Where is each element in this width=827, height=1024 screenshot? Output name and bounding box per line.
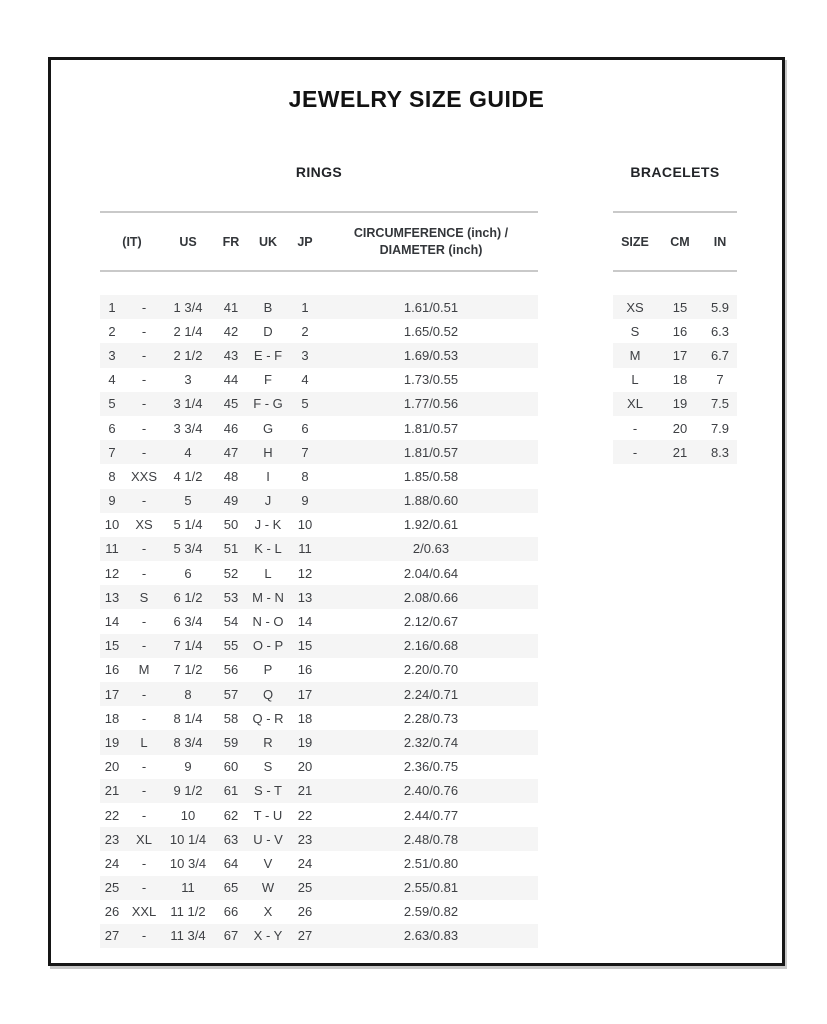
bracelet-in-cell: 8.3 xyxy=(710,444,730,460)
bracelet-in-cell: 6.7 xyxy=(710,347,730,363)
ring-jp-cell: 21 xyxy=(297,783,313,799)
ring-circumference-cell: 2.59/0.82 xyxy=(403,904,459,920)
ring-row xyxy=(100,489,538,513)
ring-row xyxy=(100,392,538,416)
ring-circumference-cell: 1.88/0.60 xyxy=(403,493,459,509)
bracelet-cm-cell: 21 xyxy=(672,444,688,460)
ring-circumference-cell: 1.65/0.52 xyxy=(403,323,459,339)
bracelet-cm-cell: 17 xyxy=(672,347,688,363)
ring-us-cell: 2 1/4 xyxy=(173,323,203,339)
ring-fr-cell: 52 xyxy=(223,565,239,581)
bracelets-table-header xyxy=(613,213,737,270)
ring-it-cell: 27 xyxy=(104,928,120,944)
ring-it-cell: 24 xyxy=(104,855,120,871)
ring-fr-cell: 43 xyxy=(223,347,239,363)
ring-uk-cell: R xyxy=(263,734,273,750)
ring-row xyxy=(100,900,538,924)
ring-circumference-cell: 2.04/0.64 xyxy=(403,565,459,581)
bracelet-in-cell: 7 xyxy=(716,372,724,388)
ring-jp-cell: 5 xyxy=(301,396,309,412)
ring-us-cell: 6 1/2 xyxy=(173,589,203,605)
bracelet-size-cell: - xyxy=(632,420,638,436)
ring-uk-cell: F xyxy=(264,372,272,388)
ring-size-letter-cell: XXS xyxy=(130,468,157,484)
bracelet-size-cell: M xyxy=(629,347,641,363)
ring-size-letter-cell: - xyxy=(141,807,147,823)
ring-row xyxy=(100,803,538,827)
ring-it-cell: 8 xyxy=(108,468,116,484)
ring-size-letter-cell: - xyxy=(141,638,147,654)
rings-col-uk: UK xyxy=(258,234,278,249)
ring-circumference-cell: 1.77/0.56 xyxy=(403,396,459,412)
ring-us-cell: 10 3/4 xyxy=(169,855,207,871)
ring-fr-cell: 42 xyxy=(223,323,239,339)
ring-uk-cell: S - T xyxy=(254,783,282,799)
ring-fr-cell: 50 xyxy=(223,517,239,533)
ring-circumference-cell: 2.48/0.78 xyxy=(403,831,459,847)
page-title: JEWELRY SIZE GUIDE xyxy=(288,86,545,112)
bracelet-in-cell: 7.5 xyxy=(710,396,730,412)
ring-size-letter-cell: - xyxy=(141,372,147,388)
rings-table-body xyxy=(100,295,538,948)
ring-it-cell: 13 xyxy=(104,589,120,605)
ring-circumference-cell: 2.36/0.75 xyxy=(403,759,459,775)
ring-uk-cell: J xyxy=(264,493,272,509)
ring-jp-cell: 1 xyxy=(301,299,309,315)
ring-row xyxy=(100,706,538,730)
ring-jp-cell: 9 xyxy=(301,493,309,509)
ring-us-cell: 5 xyxy=(184,493,192,509)
ring-circumference-cell: 2.08/0.66 xyxy=(403,589,459,605)
ring-us-cell: 11 1/2 xyxy=(170,904,206,920)
ring-us-cell: 2 1/2 xyxy=(173,347,203,363)
bracelet-row xyxy=(613,295,737,319)
bracelet-in-cell: 6.3 xyxy=(710,323,730,339)
ring-it-cell: 10 xyxy=(104,517,120,533)
ring-size-letter-cell: - xyxy=(141,444,147,460)
ring-it-cell: 11 xyxy=(105,541,119,557)
ring-uk-cell: O - P xyxy=(252,638,284,654)
bracelet-row xyxy=(613,343,737,367)
ring-circumference-cell: 2.40/0.76 xyxy=(403,783,459,799)
ring-fr-cell: 59 xyxy=(223,734,239,750)
ring-row xyxy=(100,851,538,875)
ring-us-cell: 1 3/4 xyxy=(173,299,203,315)
ring-it-cell: 15 xyxy=(104,638,120,654)
ring-us-cell: 3 xyxy=(184,372,192,388)
ring-size-letter-cell: XXL xyxy=(131,904,157,920)
ring-circumference-cell: 1.61/0.51 xyxy=(403,299,459,315)
rings-col-circumference-line1: CIRCUMFERENCE (inch) / xyxy=(353,226,509,241)
ring-circumference-cell: 2.55/0.81 xyxy=(403,880,459,896)
ring-fr-cell: 41 xyxy=(223,299,239,315)
ring-size-letter-cell: - xyxy=(141,880,147,896)
ring-it-cell: 1 xyxy=(108,299,116,315)
ring-jp-cell: 8 xyxy=(301,468,309,484)
ring-size-letter-cell: - xyxy=(141,710,147,726)
bracelets-section xyxy=(613,60,737,963)
ring-us-cell: 6 xyxy=(184,565,192,581)
ring-it-cell: 4 xyxy=(108,372,116,388)
ring-uk-cell: Q xyxy=(262,686,274,702)
ring-size-letter-cell: - xyxy=(141,855,147,871)
ring-jp-cell: 14 xyxy=(297,614,313,630)
bracelets-col-size: SIZE xyxy=(621,234,649,249)
rings-col-us: US xyxy=(179,234,197,249)
ring-us-cell: 3 1/4 xyxy=(173,396,203,412)
ring-circumference-cell: 2.44/0.77 xyxy=(403,807,459,823)
bracelet-row xyxy=(613,440,737,464)
ring-uk-cell: T - U xyxy=(253,807,283,823)
ring-row xyxy=(100,561,538,585)
ring-uk-cell: E - F xyxy=(253,347,283,363)
ring-size-letter-cell: XS xyxy=(135,517,153,533)
bracelet-cm-cell: 19 xyxy=(672,396,688,412)
ring-circumference-cell: 1.73/0.55 xyxy=(403,372,459,388)
ring-us-cell: 8 1/4 xyxy=(173,710,203,726)
ring-fr-cell: 47 xyxy=(223,444,239,460)
bracelet-row xyxy=(613,368,737,392)
bracelet-in-cell: 5.9 xyxy=(710,299,730,315)
ring-row xyxy=(100,295,538,319)
ring-uk-cell: Q - R xyxy=(252,710,284,726)
ring-it-cell: 5 xyxy=(108,396,116,412)
ring-it-cell: 16 xyxy=(104,662,120,678)
ring-circumference-cell: 2.12/0.67 xyxy=(403,614,459,630)
ring-us-cell: 11 3/4 xyxy=(170,928,206,944)
ring-size-letter-cell: - xyxy=(141,299,147,315)
ring-fr-cell: 64 xyxy=(223,855,239,871)
ring-jp-cell: 7 xyxy=(301,444,309,460)
ring-fr-cell: 44 xyxy=(223,372,239,388)
ring-circumference-cell: 2.28/0.73 xyxy=(403,710,459,726)
ring-size-letter-cell: S xyxy=(139,589,149,605)
rings-col-fr: FR xyxy=(222,234,240,249)
ring-us-cell: 10 1/4 xyxy=(169,831,207,847)
ring-row xyxy=(100,368,538,392)
ring-uk-cell: H xyxy=(263,444,273,460)
ring-row xyxy=(100,730,538,754)
ring-uk-cell: W xyxy=(261,880,275,896)
ring-uk-cell: S xyxy=(263,759,273,775)
ring-it-cell: 6 xyxy=(108,420,116,436)
ring-fr-cell: 63 xyxy=(223,831,239,847)
ring-it-cell: 22 xyxy=(104,807,120,823)
ring-size-letter-cell: XL xyxy=(136,831,152,847)
ring-row xyxy=(100,779,538,803)
ring-circumference-cell: 2.51/0.80 xyxy=(403,855,459,871)
bracelet-row xyxy=(613,392,737,416)
ring-uk-cell: V xyxy=(263,855,273,871)
ring-size-letter-cell: - xyxy=(141,928,147,944)
ring-circumference-cell: 1.81/0.57 xyxy=(403,420,459,436)
ring-us-cell: 10 xyxy=(180,807,196,823)
ring-it-cell: 20 xyxy=(104,759,120,775)
ring-it-cell: 3 xyxy=(108,347,116,363)
ring-us-cell: 5 1/4 xyxy=(173,517,203,533)
ring-us-cell: 9 xyxy=(184,759,192,775)
ring-size-letter-cell: - xyxy=(141,541,147,557)
ring-us-cell: 9 1/2 xyxy=(173,783,203,799)
ring-fr-cell: 66 xyxy=(223,904,239,920)
ring-jp-cell: 4 xyxy=(301,372,309,388)
ring-circumference-cell: 2.20/0.70 xyxy=(403,662,459,678)
ring-fr-cell: 57 xyxy=(223,686,239,702)
bracelet-size-cell: XL xyxy=(627,396,643,412)
size-guide-card xyxy=(48,57,785,966)
ring-us-cell: 7 1/2 xyxy=(173,662,203,678)
ring-row xyxy=(100,464,538,488)
ring-uk-cell: B xyxy=(263,299,273,315)
ring-fr-cell: 51 xyxy=(223,541,239,557)
ring-row xyxy=(100,634,538,658)
rings-col-circumference-line2: DIAMETER (inch) xyxy=(379,242,483,257)
ring-it-cell: 2 xyxy=(108,323,116,339)
ring-fr-cell: 58 xyxy=(223,710,239,726)
ring-circumference-cell: 1.81/0.57 xyxy=(403,444,459,460)
rings-header-rule-bottom xyxy=(100,270,538,272)
ring-us-cell: 6 3/4 xyxy=(173,614,203,630)
ring-uk-cell: J - K xyxy=(254,517,282,533)
ring-uk-cell: N - O xyxy=(252,614,284,630)
ring-circumference-cell: 1.85/0.58 xyxy=(403,468,459,484)
ring-row xyxy=(100,343,538,367)
bracelets-header-rule-bottom xyxy=(613,270,737,272)
ring-it-cell: 7 xyxy=(108,444,116,460)
bracelet-in-cell: 7.9 xyxy=(710,420,730,436)
ring-circumference-cell: 2.16/0.68 xyxy=(403,638,459,654)
ring-size-letter-cell: - xyxy=(141,493,147,509)
bracelets-col-cm: CM xyxy=(670,234,690,249)
ring-uk-cell: D xyxy=(263,323,273,339)
ring-jp-cell: 24 xyxy=(297,855,313,871)
ring-it-cell: 25 xyxy=(104,880,120,896)
ring-fr-cell: 65 xyxy=(223,880,239,896)
ring-fr-cell: 54 xyxy=(223,614,239,630)
bracelet-size-cell: XS xyxy=(626,299,644,315)
ring-size-letter-cell: - xyxy=(141,420,147,436)
ring-us-cell: 8 3/4 xyxy=(173,734,203,750)
ring-size-letter-cell: - xyxy=(141,323,147,339)
ring-it-cell: 12 xyxy=(104,565,120,581)
ring-row xyxy=(100,585,538,609)
ring-size-letter-cell: - xyxy=(141,783,147,799)
ring-row xyxy=(100,755,538,779)
ring-size-letter-cell: - xyxy=(141,347,147,363)
ring-fr-cell: 60 xyxy=(223,759,239,775)
ring-jp-cell: 18 xyxy=(297,710,313,726)
ring-jp-cell: 11 xyxy=(298,541,312,557)
ring-fr-cell: 62 xyxy=(223,807,239,823)
bracelets-table-body xyxy=(613,295,737,464)
ring-it-cell: 17 xyxy=(104,686,120,702)
ring-jp-cell: 20 xyxy=(297,759,313,775)
ring-uk-cell: M - N xyxy=(252,589,284,605)
ring-it-cell: 14 xyxy=(104,614,120,630)
ring-jp-cell: 26 xyxy=(297,904,313,920)
ring-row xyxy=(100,440,538,464)
bracelet-cm-cell: 20 xyxy=(672,420,688,436)
ring-row xyxy=(100,924,538,948)
bracelet-size-cell: S xyxy=(630,323,640,339)
ring-fr-cell: 56 xyxy=(223,662,239,678)
ring-jp-cell: 25 xyxy=(297,880,313,896)
ring-it-cell: 21 xyxy=(104,783,120,799)
ring-row xyxy=(100,658,538,682)
ring-uk-cell: X xyxy=(263,904,273,920)
ring-uk-cell: X - Y xyxy=(253,928,283,944)
ring-it-cell: 18 xyxy=(104,710,120,726)
ring-jp-cell: 15 xyxy=(297,638,313,654)
ring-fr-cell: 61 xyxy=(223,783,239,799)
ring-circumference-cell: 2/0.63 xyxy=(412,541,450,557)
ring-circumference-cell: 1.92/0.61 xyxy=(403,517,459,533)
ring-row xyxy=(100,876,538,900)
ring-uk-cell: L xyxy=(264,565,272,581)
ring-fr-cell: 55 xyxy=(223,638,239,654)
ring-it-cell: 9 xyxy=(108,493,116,509)
ring-size-letter-cell: M xyxy=(138,662,150,678)
rings-col-jp: JP xyxy=(297,234,313,249)
ring-jp-cell: 22 xyxy=(297,807,313,823)
ring-size-letter-cell: - xyxy=(141,565,147,581)
ring-uk-cell: G xyxy=(262,420,274,436)
bracelet-cm-cell: 16 xyxy=(672,323,688,339)
ring-jp-cell: 16 xyxy=(297,662,313,678)
rings-table-header xyxy=(100,213,538,270)
ring-jp-cell: 17 xyxy=(297,686,313,702)
ring-it-cell: 19 xyxy=(104,734,120,750)
ring-fr-cell: 48 xyxy=(223,468,239,484)
bracelet-cm-cell: 15 xyxy=(672,299,688,315)
ring-jp-cell: 12 xyxy=(297,565,313,581)
ring-row xyxy=(100,513,538,537)
ring-us-cell: 8 xyxy=(184,686,192,702)
ring-fr-cell: 53 xyxy=(223,589,239,605)
ring-row xyxy=(100,416,538,440)
ring-fr-cell: 67 xyxy=(223,928,239,944)
ring-row xyxy=(100,537,538,561)
ring-us-cell: 5 3/4 xyxy=(173,541,203,557)
ring-row xyxy=(100,682,538,706)
ring-circumference-cell: 2.32/0.74 xyxy=(403,734,459,750)
ring-circumference-cell: 2.63/0.83 xyxy=(403,928,459,944)
ring-fr-cell: 49 xyxy=(223,493,239,509)
ring-it-cell: 23 xyxy=(104,831,120,847)
ring-it-cell: 26 xyxy=(104,904,120,920)
ring-uk-cell: F - G xyxy=(253,396,283,412)
ring-uk-cell: I xyxy=(266,468,270,484)
ring-size-letter-cell: - xyxy=(141,759,147,775)
ring-uk-cell: P xyxy=(263,662,273,678)
ring-us-cell: 7 1/4 xyxy=(173,638,203,654)
ring-size-letter-cell: - xyxy=(141,396,147,412)
ring-jp-cell: 27 xyxy=(297,928,313,944)
ring-circumference-cell: 2.24/0.71 xyxy=(403,686,459,702)
ring-jp-cell: 10 xyxy=(297,517,313,533)
ring-row xyxy=(100,319,538,343)
ring-jp-cell: 13 xyxy=(297,589,313,605)
bracelets-col-in: IN xyxy=(713,234,727,249)
ring-row xyxy=(100,609,538,633)
ring-us-cell: 4 xyxy=(184,444,192,460)
ring-uk-cell: U - V xyxy=(253,831,283,847)
ring-jp-cell: 19 xyxy=(297,734,313,750)
bracelet-row xyxy=(613,319,737,343)
ring-jp-cell: 6 xyxy=(301,420,309,436)
ring-us-cell: 4 1/2 xyxy=(173,468,203,484)
ring-jp-cell: 2 xyxy=(301,323,309,339)
ring-size-letter-cell: - xyxy=(141,686,147,702)
bracelet-size-cell: L xyxy=(631,372,639,388)
ring-fr-cell: 45 xyxy=(223,396,239,412)
ring-jp-cell: 23 xyxy=(297,831,313,847)
ring-size-letter-cell: L xyxy=(140,734,148,750)
rings-col-it: (IT) xyxy=(122,234,142,249)
ring-size-letter-cell: - xyxy=(141,614,147,630)
bracelets-heading: BRACELETS xyxy=(630,164,720,180)
ring-circumference-cell: 1.69/0.53 xyxy=(403,347,459,363)
ring-us-cell: 11 xyxy=(181,880,195,896)
rings-col-circumference xyxy=(324,225,538,258)
bracelet-size-cell: - xyxy=(632,444,638,460)
rings-heading: RINGS xyxy=(295,164,343,180)
ring-fr-cell: 46 xyxy=(223,420,239,436)
ring-jp-cell: 3 xyxy=(301,347,309,363)
ring-row xyxy=(100,827,538,851)
rings-section xyxy=(100,60,538,963)
ring-us-cell: 3 3/4 xyxy=(173,420,203,436)
ring-uk-cell: K - L xyxy=(254,541,282,557)
bracelet-row xyxy=(613,416,737,440)
bracelet-cm-cell: 18 xyxy=(672,372,688,388)
